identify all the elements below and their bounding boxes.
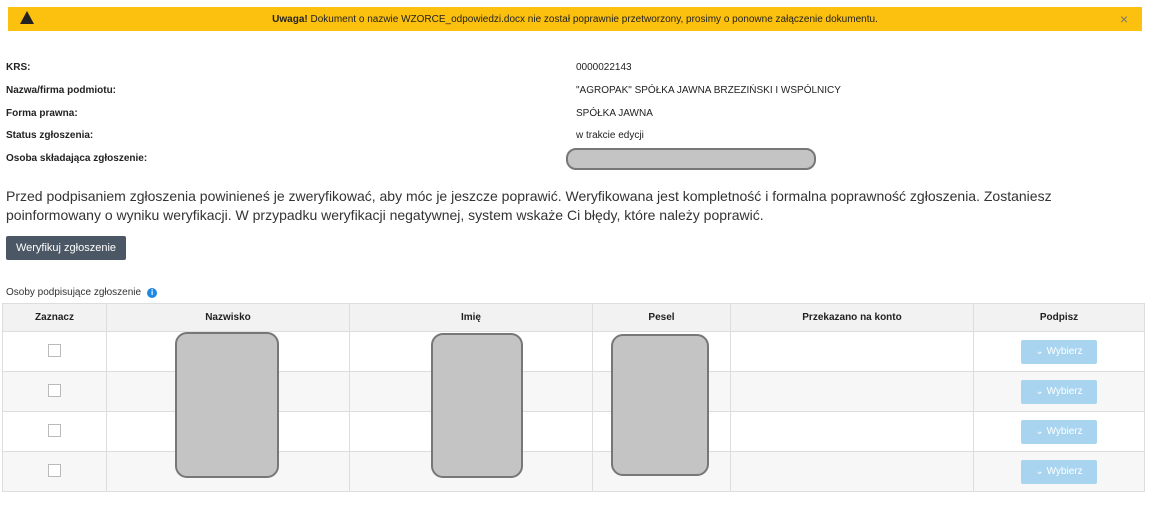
signers-table [2, 303, 1145, 492]
table-row [3, 372, 1145, 412]
warning-banner [8, 7, 1142, 31]
header-pesel: Pesel [593, 304, 731, 332]
redacted-names [431, 333, 523, 478]
table-row [3, 452, 1145, 492]
header-account: Przekazano na konto [731, 304, 974, 332]
info-icon[interactable]: i [147, 288, 157, 298]
warning-title: Uwaga! [272, 13, 308, 25]
row-checkbox[interactable] [48, 344, 61, 357]
label: Osoba składająca zgłoszenie: [6, 153, 148, 164]
header-surname: Nazwisko [107, 304, 350, 332]
label: Forma prawna: [6, 108, 78, 119]
close-icon[interactable]: × [1119, 11, 1128, 27]
row-checkbox[interactable] [48, 464, 61, 477]
label: KRS: [6, 62, 31, 73]
table-row [3, 412, 1145, 452]
value: SPÓŁKA JAWNA [576, 108, 653, 119]
redacted-pesels [611, 334, 709, 476]
select-signature-button[interactable]: ⌄ Wybierz [1021, 420, 1097, 444]
header-name: Imię [350, 304, 593, 332]
row-checkbox[interactable] [48, 424, 61, 437]
redacted-submitter [566, 148, 816, 170]
verification-info: Przed podpisaniem zgłoszenia powinieneś je zweryfikować, aby móc je jeszcze poprawić. Weryfikowana jest kompletność i formalna poprawność zgłoszenia. Zostaniesz poinformowany o wyniku weryfikacji. W przypadku weryfikacji negatywnej, system wskaże Ci błędy, które należy poprawić. [6, 188, 1052, 223]
value: "AGROPAK" SPÓŁKA JAWNA BRZEZIŃSKI I WSPÓLNICY [576, 85, 841, 96]
select-signature-button[interactable]: ⌄ Wybierz [1021, 380, 1097, 404]
signers-caption [6, 287, 157, 298]
value: w trakcie edycji [576, 130, 644, 141]
header-select: Zaznacz [3, 304, 107, 332]
table-row [3, 332, 1145, 372]
label: Nazwa/firma podmiotu: [6, 85, 117, 96]
row-checkbox[interactable] [48, 384, 61, 397]
warning-text: Dokument o nazwie WZORCE_odpowiedzi.docx nie został poprawnie przetworzony, prosimy o ponowne załączenie dokumentu. [307, 13, 878, 25]
select-signature-button[interactable]: ⌄ Wybierz [1021, 460, 1097, 484]
redacted-surnames [175, 332, 279, 478]
verify-button[interactable]: Weryfikuj zgłoszenie [6, 236, 126, 260]
label: Status zgłoszenia: [6, 130, 94, 141]
warning-icon [20, 11, 34, 24]
select-signature-button[interactable]: ⌄ Wybierz [1021, 340, 1097, 364]
value: 0000022143 [576, 62, 632, 73]
header-sign: Podpisz [974, 304, 1145, 332]
caption-text: Osoby podpisujące zgłoszenie [6, 287, 142, 298]
